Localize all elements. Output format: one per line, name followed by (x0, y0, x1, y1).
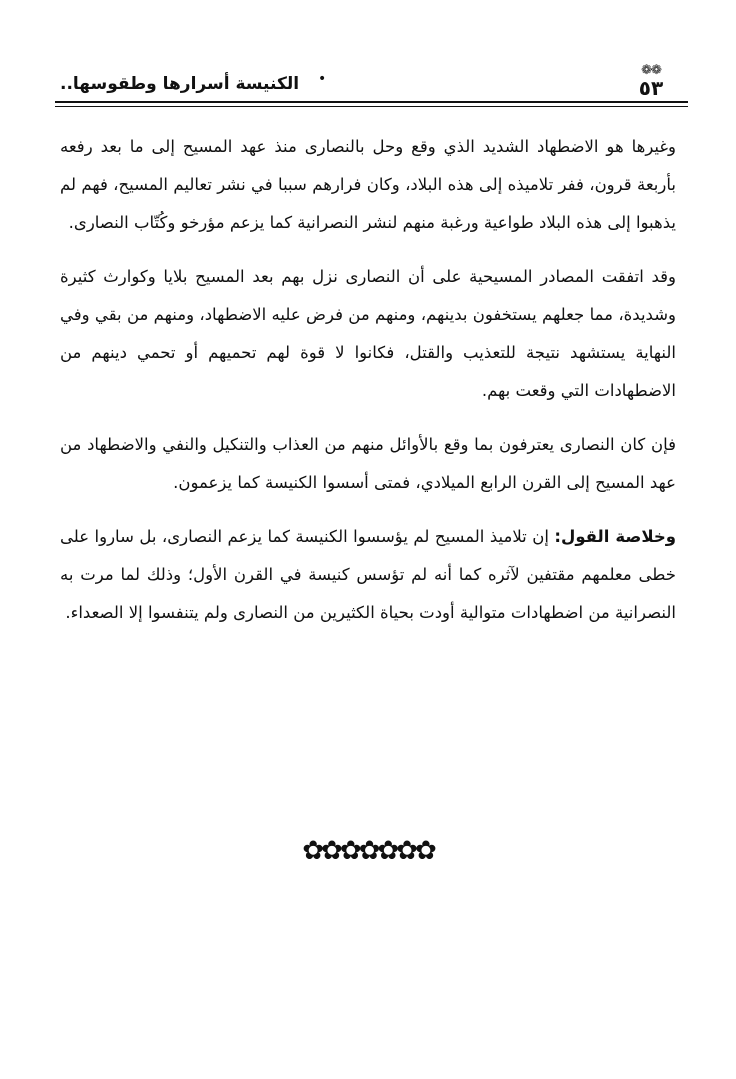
paragraph-4-lead: وخلاصة القول: (554, 527, 677, 546)
paragraph-4 (60, 518, 676, 632)
paragraph-1-text: وغيرها هو الاضطهاد الشديد الذي وقع وحل بالنصارى منذ عهد المسيح إلى ما بعد رفعه بأربعة قرون، ففر تلاميذه إلى هذه البلاد، وكان فرارهم سببا في نشر تعاليم المسيح، فهم لم يذهبوا إلى هذه البلاد طواعية ورغبة منهم لنشر النصرانية كما يزعم مؤرخو وكُتّاب النصارى. (60, 137, 676, 232)
header-rule-thin (55, 106, 688, 107)
paragraph-1 (60, 128, 676, 242)
paragraph-2-text: وقد اتفقت المصادر المسيحية على أن النصارى نزل بهم بعد المسيح بلايا وكوارث كثيرة وشديدة، مما جعلهم يستخفون بدينهم، ومنهم من فرض عليه الاضطهاد، ومنهم من بقي وفي النهاية يستشهد نتيجة للتعذيب والقتل، فكانوا لا قوة لهم تحميهم أو تحمي دينهم من الاضطهادات التي وقعت بهم. (60, 267, 676, 400)
body-text (60, 128, 676, 648)
header-dot: • (318, 71, 327, 87)
paragraph-3 (60, 426, 676, 502)
header-rule (55, 101, 688, 103)
paragraph-4-text: إن تلاميذ المسيح لم يؤسسوا الكنيسة كما يزعم النصارى، بل ساروا على خطى معلمهم مقتفين لآثره كما أنه لم تؤسس كنيسة في القرن الأول؛ وذلك لما مرت به النصرانية من اضطهادات متوالية أودت بحياة الكثيرين من النصارى ولم يتنفسوا إلا الصعداء. (60, 527, 676, 622)
paragraph-2 (60, 258, 676, 410)
page-number-block (616, 64, 686, 102)
page-number: ٥٣ (638, 76, 664, 100)
paragraph-3-text: فإن كان النصارى يعترفون بما وقع بالأوائل منهم من العذاب والتنكيل والنفي والاضطهاد من عهد المسيح إلى القرن الرابع الميلادي، فمتى أسسوا الكنيسة كما يزعمون. (60, 435, 676, 492)
page-header (50, 62, 686, 106)
page-number-ornament-icon: ❁❁ (641, 63, 661, 78)
section-end-ornament-icon: ✿✿✿✿✿✿✿ (302, 836, 434, 866)
running-title: الكنيسة أسرارها وطقوسها.. (60, 74, 300, 94)
